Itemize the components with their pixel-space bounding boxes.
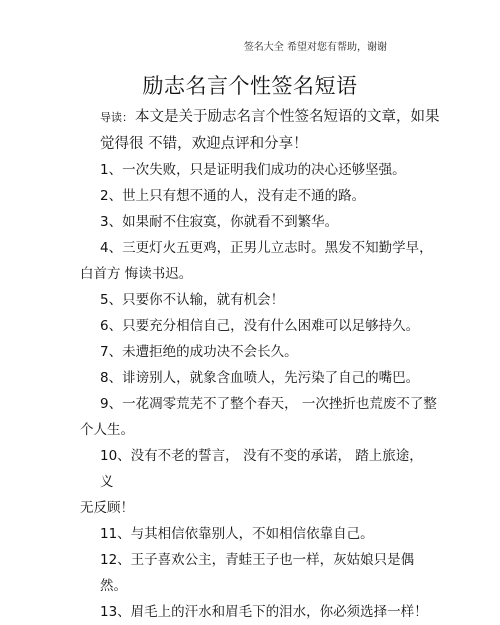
quote-item bbox=[100, 521, 440, 547]
quote-line-continued: 无反顾！ bbox=[80, 500, 134, 516]
quote-line: 7、未遭拒绝的成功决不会长久。 bbox=[100, 344, 298, 360]
quote-line: 12、王子喜欢公主，青蛙王子也一样，灰姑娘只是偶然。 bbox=[100, 552, 415, 594]
intro-paragraph bbox=[100, 104, 440, 157]
quote-item bbox=[100, 599, 440, 625]
quote-line: 1、一次失败，只是证明我们成功的决心还够坚强。 bbox=[100, 162, 406, 178]
document-title: 励志名言个性签名短语 bbox=[142, 74, 358, 98]
quote-line: 6、只要充分相信自己，没有什么困难可以足够持久。 bbox=[100, 318, 420, 334]
quote-item bbox=[100, 547, 440, 599]
quote-item bbox=[100, 365, 440, 391]
quote-list bbox=[80, 157, 440, 625]
quote-line: 4、三更灯火五更鸡，正男儿立志时。黑发不知勤学早， bbox=[100, 240, 433, 256]
quote-item bbox=[100, 157, 440, 183]
quote-item bbox=[100, 209, 440, 235]
quote-item bbox=[80, 235, 440, 287]
quote-item bbox=[100, 287, 440, 313]
quote-line-continued: 个人生。 bbox=[80, 422, 134, 438]
quote-line: 9、一花凋零荒芜不了整个春天， 一次挫折也荒废不了整 bbox=[100, 396, 437, 412]
quote-line-continued: 白首方 悔读书迟。 bbox=[80, 266, 193, 282]
quote-item bbox=[100, 313, 440, 339]
quote-line: 5、只要你不认输，就有机会！ bbox=[100, 292, 285, 308]
intro-lead: 导读： bbox=[100, 111, 133, 124]
quote-line: 10、没有不老的誓言， 没有不变的承诺， 踏上旅途， 义 bbox=[100, 448, 423, 490]
quote-line: 3、如果耐不住寂寞，你就看不到繁华。 bbox=[100, 214, 339, 230]
quote-line: 11、与其相信依靠别人，不如相信依靠自己。 bbox=[100, 526, 374, 542]
quote-item bbox=[100, 339, 440, 365]
intro-text: 本文是关于励志名言个性签名短语的文章，如果觉得很 不错，欢迎点评和分享！ bbox=[100, 109, 440, 152]
quote-line: 13、眉毛上的汗水和眉毛下的泪水，你必须选择一样！ bbox=[100, 604, 428, 620]
quote-line: 8、诽谤别人，就象含血喷人，先污染了自己的嘴巴。 bbox=[100, 370, 420, 386]
header-note: 签名大全 希望对您有帮助，谢谢 bbox=[243, 42, 387, 53]
quote-item bbox=[80, 443, 440, 521]
quote-item bbox=[80, 391, 440, 443]
quote-line: 2、世上只有想不通的人，没有走不通的路。 bbox=[100, 188, 366, 204]
quote-item bbox=[100, 183, 440, 209]
